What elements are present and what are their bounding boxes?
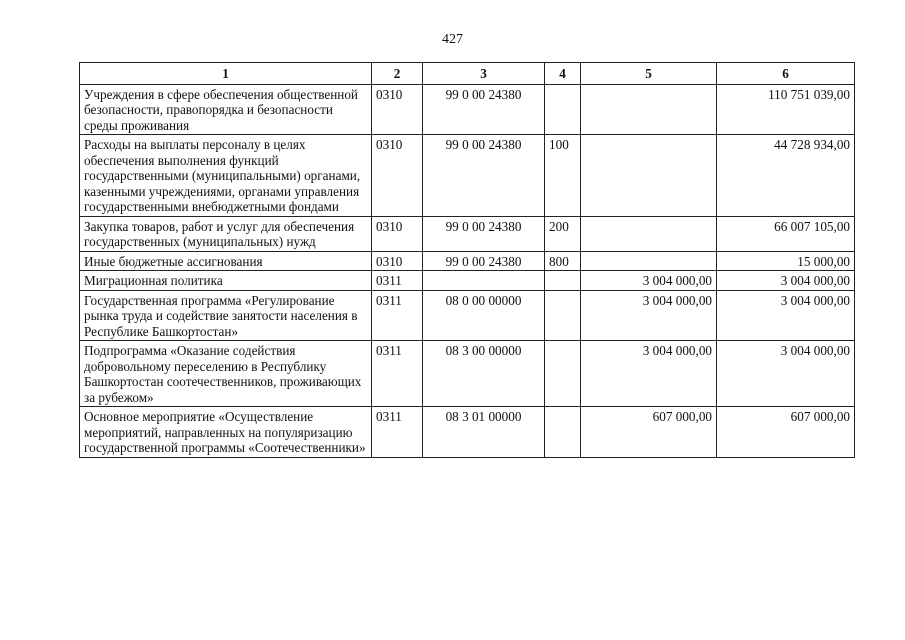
table-row (80, 251, 855, 271)
row-section: 0310 (372, 251, 423, 271)
row-section: 0310 (372, 216, 423, 251)
header-cell: 5 (581, 63, 717, 85)
row-section: 0310 (372, 84, 423, 135)
row-target (423, 271, 545, 291)
row-section: 0311 (372, 407, 423, 458)
row-name: Расходы на выплаты персоналу в целях обеспечения выполнения функций государственными (муниципальными) органами, казенными учреждениями, органами управления государственными внебюджетными фондами (80, 135, 372, 217)
row-amount2: 3 004 000,00 (717, 271, 855, 291)
row-expense-type: 100 (545, 135, 581, 217)
row-amount1: 3 004 000,00 (581, 271, 717, 291)
row-target: 99 0 00 24380 (423, 251, 545, 271)
row-amount1 (581, 216, 717, 251)
row-expense-type: 200 (545, 216, 581, 251)
table-row (80, 84, 855, 135)
row-amount1: 607 000,00 (581, 407, 717, 458)
row-target: 99 0 00 24380 (423, 216, 545, 251)
header-cell: 6 (717, 63, 855, 85)
row-name: Основное мероприятие «Осуществление мероприятий, направленных на популяризацию государственной программы «Соотечественники» (80, 407, 372, 458)
row-target: 08 3 01 00000 (423, 407, 545, 458)
table-header-row (80, 63, 855, 85)
page-number: 427 (442, 32, 463, 47)
row-expense-type (545, 84, 581, 135)
row-amount2: 607 000,00 (717, 407, 855, 458)
table-row (80, 407, 855, 458)
row-section: 0310 (372, 135, 423, 217)
row-expense-type (545, 271, 581, 291)
budget-table (79, 62, 855, 458)
header-cell: 4 (545, 63, 581, 85)
table-row (80, 216, 855, 251)
row-amount1 (581, 84, 717, 135)
row-expense-type: 800 (545, 251, 581, 271)
row-target: 99 0 00 24380 (423, 84, 545, 135)
row-name: Подпрограмма «Оказание содействия добровольному переселению в Республику Башкортостан соотечественников, проживающих за рубежом» (80, 341, 372, 407)
row-section: 0311 (372, 290, 423, 341)
row-target: 99 0 00 24380 (423, 135, 545, 217)
row-amount1: 3 004 000,00 (581, 341, 717, 407)
row-name: Иные бюджетные ассигнования (80, 251, 372, 271)
row-amount2: 3 004 000,00 (717, 341, 855, 407)
row-expense-type (545, 341, 581, 407)
row-amount1: 3 004 000,00 (581, 290, 717, 341)
row-amount2: 66 007 105,00 (717, 216, 855, 251)
row-amount2: 15 000,00 (717, 251, 855, 271)
table-row (80, 341, 855, 407)
table-row (80, 135, 855, 217)
row-name: Учреждения в сфере обеспечения общественной безопасности, правопорядка и безопасности среды проживания (80, 84, 372, 135)
row-name: Миграционная политика (80, 271, 372, 291)
row-amount2: 110 751 039,00 (717, 84, 855, 135)
row-section: 0311 (372, 271, 423, 291)
table-row (80, 290, 855, 341)
header-cell: 2 (372, 63, 423, 85)
row-target: 08 3 00 00000 (423, 341, 545, 407)
row-amount2: 3 004 000,00 (717, 290, 855, 341)
row-amount1 (581, 135, 717, 217)
table-row (80, 271, 855, 291)
row-expense-type (545, 407, 581, 458)
row-amount1 (581, 251, 717, 271)
header-cell: 1 (80, 63, 372, 85)
row-name: Государственная программа «Регулирование рынка труда и содействие занятости населения в Республике Башкортостан» (80, 290, 372, 341)
row-amount2: 44 728 934,00 (717, 135, 855, 217)
row-name: Закупка товаров, работ и услуг для обеспечения государственных (муниципальных) нужд (80, 216, 372, 251)
row-target: 08 0 00 00000 (423, 290, 545, 341)
row-expense-type (545, 290, 581, 341)
header-cell: 3 (423, 63, 545, 85)
row-section: 0311 (372, 341, 423, 407)
